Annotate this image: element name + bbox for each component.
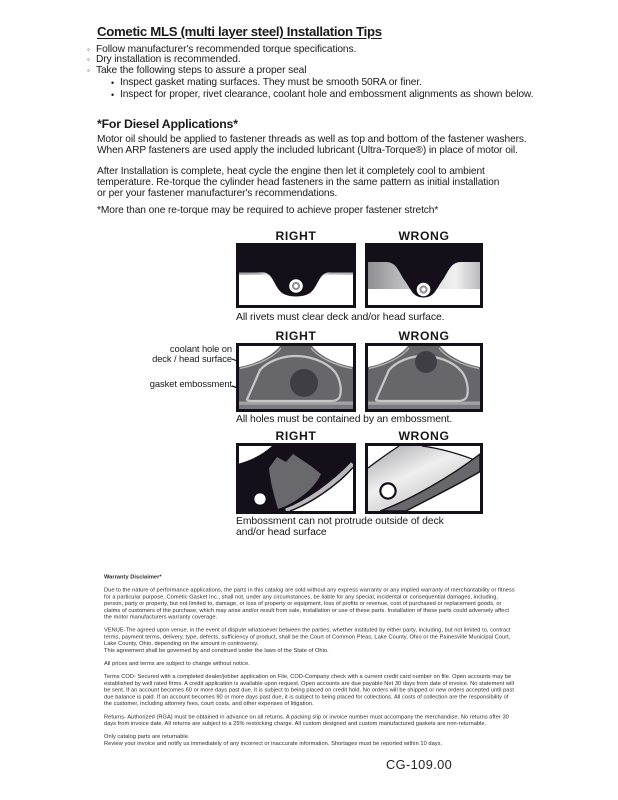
- row1-wrong-label: WRONG: [398, 229, 450, 243]
- tip-text: Inspect for proper, rivet clearance, coolant hole and embossment alignments as shown below.: [120, 88, 534, 100]
- row2-caption: All holes must be contained by an embossment.: [236, 414, 453, 425]
- row3-right-label: RIGHT: [275, 429, 317, 443]
- returns-paragraph: Returns- Authorized (RGA) must be obtained in advance on all returns. A packing slip or invoice number must accompany the merchandise. No returns after 30 days from invoice date. All returns are subject to a 25% restocking charge. All custom designed and custom manufactured gaskets are non-returnable.: [104, 713, 509, 727]
- gasket-embossment-annotation: gasket embossment: [149, 378, 232, 389]
- tip-text: Dry installation is recommended.: [96, 54, 241, 66]
- venue-paragraph: This agreement shall be governed by and construed under the laws of the State of Ohio.: [104, 647, 329, 654]
- diesel-section-heading: *For Diesel Applications*: [97, 117, 238, 131]
- prices-paragraph: All prices and terms are subject to change without notice.: [104, 660, 250, 667]
- coolant-hole-annotation: coolant hole on deck / head surface: [152, 343, 232, 364]
- warranty-heading: Warranty Disclaimer*: [104, 574, 162, 580]
- warranty-paragraph: Due to the nature of performance applications, the parts in this catalog are sold without any express warranty or any implied warranty of merchantability or fitness for a particular purpose. Cometic Gasket Inc., shall not, under any circumstances, be liable for any special, incidental or consequential damages, including, person, party or property, but not limited to, damage, or loss of property or equipment, loss of profits or revenue, cost of purchased or replacement goods, or claims of customers of the purchase, which may arise and/or result from sale, installation or use of these parts. Installation of these parts could adversely affect the motor manufacturers warranty coverage.: [104, 587, 515, 621]
- installation-tips-list: [87, 45, 533, 100]
- page-title: Cometic MLS (multi layer steel) Installation Tips: [97, 24, 382, 39]
- terms-paragraph: Terms COD- Secured with a completed dealer/jobber application on File, COD-Company check with a current credit card number on file. Open accounts may be established by well rated firms. A credit application is available upon request. Open accounts are due payable Net 30 days from date of invoice. No statement will be sent. If an account becomes 60 or more days past due, it is subject to being placed on credit hold. No orders will be shipped or new orders accepted until past due balance is paid. If an account becomes 90 or more days past due, it is subject to being placed for collections. All costs of collection are the responsibility of the customer, including attorney fees, court costs, and other expenses of litigation.: [104, 673, 514, 707]
- bullet-icon: ◦: [87, 65, 90, 75]
- page-number: CG-109.00: [386, 757, 453, 772]
- venue-paragraph: VENUE-The agreed upon venue, in the event of dispute whatsoever between the parties, whether instituted by either party, including, but not limited to, contract terms, payment terms, delivery, type, defects, sufficiency of product, shall be the Court of Common Pleas, Lake County, Ohio or the Painesville Municipal Court, Lake County, Ohio, depending on the amount in controversy.: [104, 627, 511, 647]
- row3-caption: Embossment can not protrude outside of deck and/or head surface: [236, 516, 444, 538]
- row2-wrong-label: WRONG: [398, 329, 450, 343]
- bullet-icon: •: [111, 77, 115, 88]
- figure-rivet-wrong-diagram: [365, 243, 483, 308]
- figure-rivet-right-diagram: [236, 243, 356, 308]
- bullet-icon: ◦: [87, 55, 90, 65]
- tip-text: Take the following steps to assure a proper seal: [96, 64, 307, 76]
- diesel-paragraph-1: Motor oil should be applied to fastener threads as well as top and bottom of the fastener washers. When ARP fasteners are used apply the included lubricant (Ultra-Torque®) in place of motor oil.: [97, 134, 527, 156]
- tip-text: Follow manufacturer's recommended torque specifications.: [96, 44, 357, 55]
- row2-right-label: RIGHT: [275, 329, 317, 343]
- tip-text: Inspect gasket mating surfaces. They must be smooth 50RA or finer.: [120, 76, 422, 88]
- invoice-note: Review your invoice and notify us immediately of any incorrect or inaccurate information. Shortages must be reported within 10 days.: [104, 740, 443, 747]
- row3-wrong-label: WRONG: [398, 429, 450, 443]
- diesel-paragraph-2: After Installation is complete, heat cycle the engine then let it completely cool to ambient temperature. Re-torque the cylinder head fasteners in the same pattern as initial installation or per your fastener manufacturer's recommendations.: [97, 166, 500, 199]
- row1-right-label: RIGHT: [275, 229, 317, 243]
- bullet-icon: ◦: [87, 45, 90, 54]
- figure-protrusion-right-diagram: [236, 443, 356, 514]
- row1-caption: All rivets must clear deck and/or head surface.: [236, 312, 445, 323]
- warranty-disclaimer-block: [104, 574, 518, 800]
- figure-protrusion-wrong-diagram: [365, 443, 483, 514]
- catalog-parts-note: Only catalog parts are returnable.: [104, 733, 190, 740]
- bullet-icon: •: [111, 89, 115, 100]
- retorque-note: *More than one re-torque may be required to achieve proper fastener stretch*: [97, 205, 439, 216]
- list-item: [87, 66, 533, 76]
- figure-embossment-wrong-diagram: [365, 343, 483, 412]
- figure-embossment-right-diagram: [236, 343, 356, 412]
- list-item: [111, 90, 533, 100]
- list-item: [111, 78, 533, 88]
